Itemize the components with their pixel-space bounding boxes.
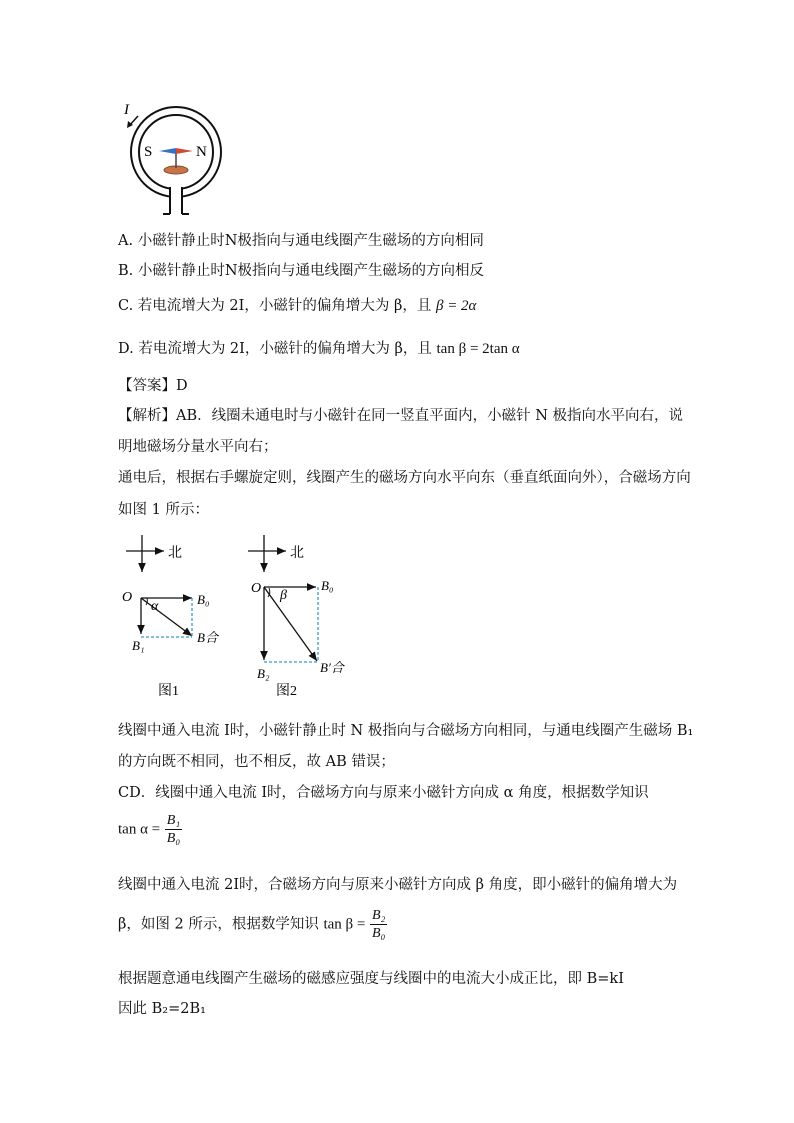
answer: 【答案】D bbox=[118, 378, 188, 394]
analysis-p7-line1: 因此 B₂=2B₁ bbox=[118, 1001, 206, 1017]
option-d-formula: tan β = 2tan α bbox=[436, 341, 520, 357]
fig2-north: 北 bbox=[290, 546, 304, 561]
fig1-caption: 图1 bbox=[158, 684, 179, 699]
analysis-p3-line1: 线圈中通入电流 I时，小磁针静止时 N 极指向与合磁场方向相同，与通电线圈产生磁场 B₁ bbox=[118, 723, 694, 739]
eq1-numerator: B₁ bbox=[166, 813, 181, 828]
eq2-lhs: tan β = bbox=[323, 916, 366, 933]
eq1-lhs: tan α = bbox=[118, 821, 161, 838]
fig1-north: 北 bbox=[168, 546, 182, 561]
analysis-p2-line2: 如图 1 所示： bbox=[118, 502, 209, 518]
analysis-p6-line1: 根据题意通电线圈产生磁场的磁感应强度与线圈中的电流大小成正比，即 B=kI bbox=[118, 971, 624, 987]
fig2-b0: B₀ bbox=[321, 578, 334, 593]
eq1-fraction bbox=[165, 812, 182, 847]
option-d-text: D. 若电流增大为 2I，小磁针的偏角增大为 β，且 bbox=[118, 341, 432, 357]
option-c-text: C. 若电流增大为 2I，小磁针的偏角增大为 β，且 bbox=[118, 298, 432, 314]
analysis-p1-line2: 明地磁场分量水平向右； bbox=[118, 439, 278, 455]
analysis-p5-line2: β，如图 2 所示，根据数学知识 bbox=[118, 916, 319, 933]
current-label: I bbox=[124, 102, 129, 118]
fig2-angle: β bbox=[280, 588, 287, 603]
equation-2-line bbox=[118, 907, 387, 942]
equation-1 bbox=[118, 812, 182, 847]
option-c-formula: β = 2α bbox=[435, 298, 477, 314]
fig1-b1: B₁ bbox=[132, 638, 145, 653]
option-c bbox=[118, 294, 476, 315]
pole-s-label: S bbox=[144, 144, 153, 160]
analysis-p1-line1: 【解析】AB．线圈未通电时与小磁针在同一竖直平面内，小磁针 N 极指向水平向右，说 bbox=[118, 408, 684, 424]
analysis-p3-line2: 的方向既不相同，也不相反，故 AB 错误； bbox=[118, 754, 395, 770]
eq2-denominator: B₀ bbox=[371, 926, 386, 941]
fig2-caption: 图2 bbox=[276, 684, 297, 699]
eq2-fraction bbox=[370, 907, 387, 942]
coil-compass-figure bbox=[118, 98, 228, 218]
eq2-numerator: B₂ bbox=[371, 908, 386, 923]
option-a: A. 小磁针静止时N极指向与通电线圈产生磁场的方向相同 bbox=[118, 233, 484, 249]
analysis-p5-line1: 线圈中通入电流 2I时，合磁场方向与原来小磁针方向成 β 角度，即小磁针的偏角增大为 bbox=[118, 877, 678, 893]
pole-n-label: N bbox=[196, 144, 207, 160]
analysis-p2-line1: 通电后，根据右手螺旋定则，线圈产生的磁场方向水平向东（垂直纸面向外），合磁场方向 bbox=[118, 470, 691, 486]
option-d bbox=[118, 337, 520, 358]
fig1-b0: B₀ bbox=[197, 592, 210, 607]
fig2-origin: O bbox=[251, 581, 262, 596]
fig1-bsum: B合 bbox=[197, 630, 218, 645]
vector-figures bbox=[118, 530, 368, 705]
option-b: B. 小磁针静止时N极指向与通电线圈产生磁场的方向相反 bbox=[118, 263, 485, 279]
fig2-bsum: B′合 bbox=[320, 660, 344, 675]
fig2-b2: B₂ bbox=[257, 666, 270, 681]
analysis-p4-line1: CD．线圈中通入电流 I时，合磁场方向与原来小磁针方向成 α 角度，根据数学知识 bbox=[118, 785, 649, 801]
fig1-origin: O bbox=[122, 590, 133, 605]
eq1-denominator: B₀ bbox=[166, 831, 181, 846]
fig1-angle: α bbox=[151, 599, 159, 614]
